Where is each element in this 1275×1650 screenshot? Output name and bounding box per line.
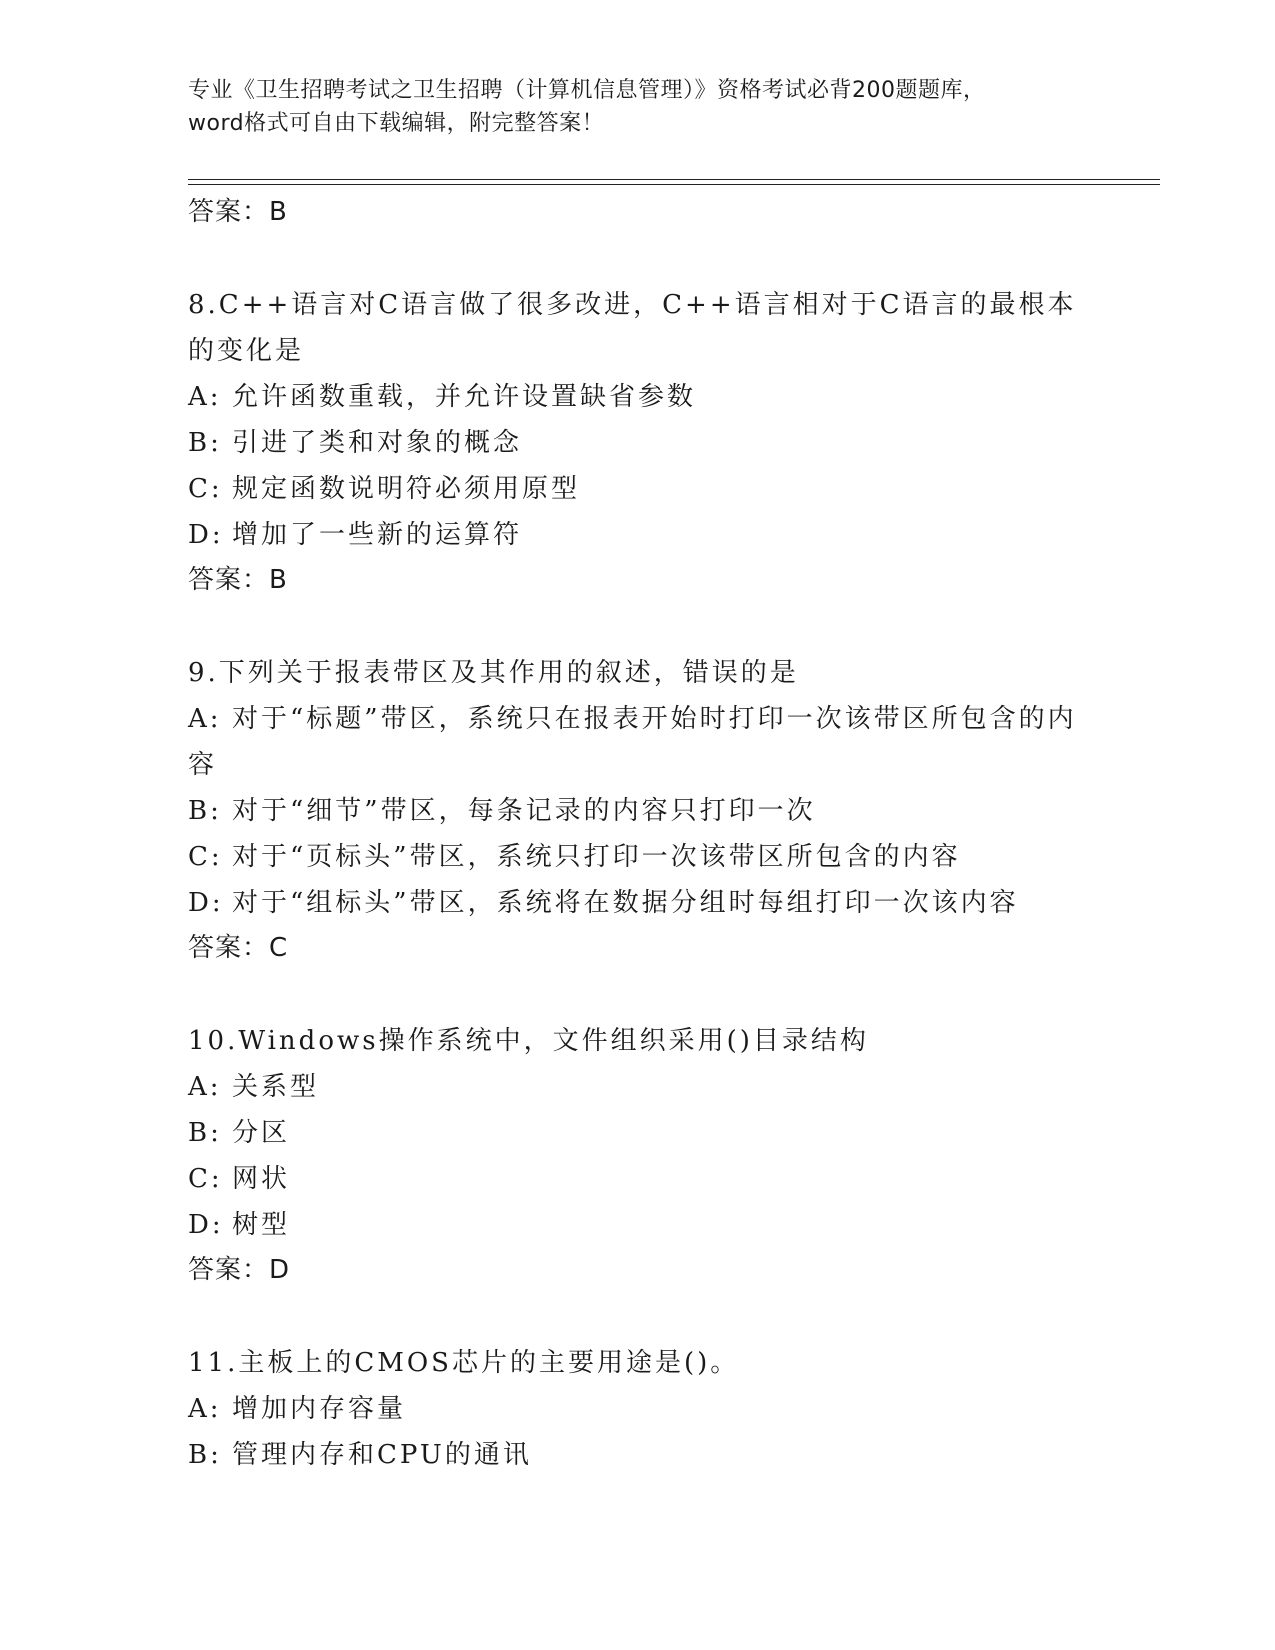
option-c bbox=[188, 834, 1078, 880]
option-text: 增加内存容量 bbox=[232, 1394, 407, 1424]
question-block bbox=[188, 282, 1078, 603]
option-key: B: bbox=[188, 1118, 222, 1148]
option-d bbox=[188, 512, 1078, 558]
spacer bbox=[188, 603, 1078, 650]
question-text: 10.Windows操作系统中，文件组织采用()目录结构 bbox=[188, 1026, 869, 1056]
option-text: 对于“标题”带区，系统只在报表开始时打印一次该带区所包含的内容 bbox=[188, 704, 1077, 780]
question-text: 9.下列关于报表带区及其作用的叙述，错误的是 bbox=[188, 658, 799, 688]
option-text: 树型 bbox=[232, 1210, 291, 1240]
header-line-1: 专业《卫生招聘考试之卫生招聘（计算机信息管理）》资格考试必背200题题库， bbox=[188, 78, 986, 103]
question-text: 8.C++语言对C语言做了很多改进，C++语言相对于C语言的最根本的变化是 bbox=[188, 290, 1077, 366]
option-key: A: bbox=[188, 382, 222, 412]
option-key: A: bbox=[188, 1394, 222, 1424]
question-block bbox=[188, 650, 1078, 971]
option-text: 对于“细节”带区，每条记录的内容只打印一次 bbox=[232, 796, 816, 826]
option-key: B: bbox=[188, 796, 222, 826]
question-block bbox=[188, 1340, 1078, 1478]
document-header bbox=[188, 74, 1088, 140]
option-text: 规定函数说明符必须用原型 bbox=[232, 474, 581, 504]
option-text: 增加了一些新的运算符 bbox=[232, 520, 523, 550]
option-key: D: bbox=[188, 1210, 224, 1240]
option-key: D: bbox=[188, 520, 224, 550]
answer-line: 答案：C bbox=[188, 933, 289, 963]
option-a bbox=[188, 1064, 1078, 1110]
option-key: C: bbox=[188, 842, 223, 872]
option-key: B: bbox=[188, 428, 222, 458]
option-key: C: bbox=[188, 1164, 223, 1194]
option-a bbox=[188, 1386, 1078, 1432]
option-b bbox=[188, 420, 1078, 466]
spacer bbox=[188, 971, 1078, 1018]
header-line-2: word格式可自由下载编辑，附完整答案！ bbox=[188, 111, 605, 136]
option-c bbox=[188, 1156, 1078, 1202]
option-d bbox=[188, 1202, 1078, 1248]
option-key: C: bbox=[188, 474, 223, 504]
option-b bbox=[188, 1432, 1078, 1478]
option-a bbox=[188, 374, 1078, 420]
question-list bbox=[188, 190, 1078, 1478]
option-text: 管理内存和CPU的通讯 bbox=[232, 1440, 532, 1470]
option-b bbox=[188, 1110, 1078, 1156]
option-key: A: bbox=[188, 704, 222, 734]
question-text: 11.主板上的CMOS芯片的主要用途是()。 bbox=[188, 1348, 740, 1378]
question-block bbox=[188, 1018, 1078, 1293]
option-a bbox=[188, 696, 1078, 788]
option-text: 对于“页标头”带区，系统只打印一次该带区所包含的内容 bbox=[232, 842, 961, 872]
option-d bbox=[188, 880, 1078, 926]
option-key: B: bbox=[188, 1440, 222, 1470]
option-key: A: bbox=[188, 1072, 222, 1102]
answer-line: 答案：B bbox=[188, 197, 288, 227]
option-c bbox=[188, 466, 1078, 512]
answer-line: 答案：D bbox=[188, 1255, 291, 1285]
header-rule-top bbox=[188, 179, 1160, 180]
option-key: D: bbox=[188, 888, 224, 918]
option-text: 对于“组标头”带区，系统将在数据分组时每组打印一次该内容 bbox=[232, 888, 1019, 918]
option-text: 引进了类和对象的概念 bbox=[232, 428, 523, 458]
answer-line: 答案：B bbox=[188, 565, 288, 595]
option-text: 网状 bbox=[232, 1164, 291, 1194]
header-rule-bottom bbox=[188, 184, 1160, 185]
spacer bbox=[188, 1293, 1078, 1340]
option-text: 允许函数重载，并允许设置缺省参数 bbox=[232, 382, 697, 412]
spacer bbox=[188, 235, 1078, 282]
option-text: 分区 bbox=[232, 1118, 291, 1148]
option-text: 关系型 bbox=[232, 1072, 320, 1102]
option-b bbox=[188, 788, 1078, 834]
